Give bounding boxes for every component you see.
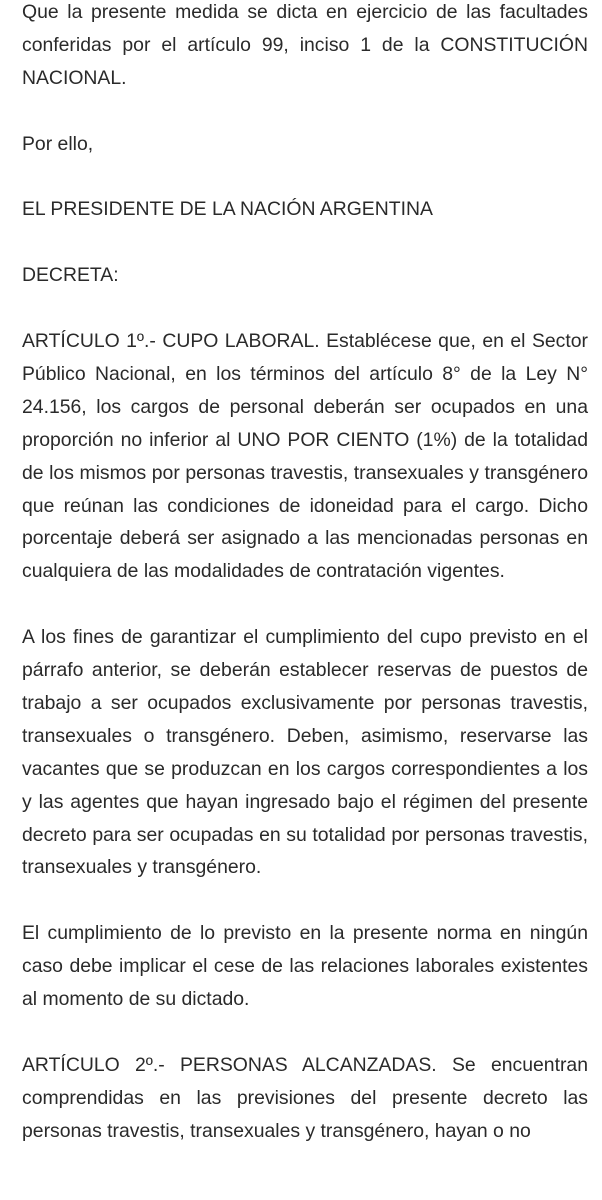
por-ello-paragraph: Por ello, — [22, 132, 94, 155]
article-1-compliance-paragraph: El cumplimiento de lo previsto en la presente norma en ningún caso debe implicar el cese de las relaciones laborales existentes al momento de su dictado. — [22, 922, 588, 1011]
decree-document — [22, 0, 588, 1181]
decreta-heading: DECRETA: — [22, 264, 119, 287]
considerando-paragraph: Que la presente medida se dicta en ejercicio de las facultades conferidas por el artículo 99, inciso 1 de la CONSTITUCIÓN NACIONAL. — [22, 1, 588, 89]
article-1-reservations-paragraph: A los fines de garantizar el cumplimiento del cupo previsto en el párrafo anterior, se deberán establecer reservas de puestos de trabajo a ser ocupados exclusivamente por personas travestis, transexuales o transgénero. Deben, asimismo, reservarse las vacantes que se produzcan en los cargos correspondientes a los y las agentes que hayan ingresado bajo el régimen del presente decreto para ser ocupadas en su totalidad por personas travestis, transexuales y transgénero. — [22, 626, 588, 879]
article-1-paragraph: ARTÍCULO 1º.- CUPO LABORAL. Establécese que, en el Sector Público Nacional, en los términos del artículo 8° de la Ley N° 24.156, los cargos de personal deberán ser ocupados en una proporción no inferior al UNO POR CIENTO (1%) de la totalidad de los mismos por personas travestis, transexuales y transgénero que reúnan las condiciones de idoneidad para el cargo. Dicho porcentaje deberá ser asignado a las mencionadas personas en cualquiera de las modalidades de contratación vigentes. — [22, 330, 588, 583]
issuer-heading: EL PRESIDENTE DE LA NACIÓN ARGENTINA — [22, 198, 433, 221]
article-2-paragraph: ARTÍCULO 2º.- PERSONAS ALCANZADAS. Se encuentran comprendidas en las previsiones del presente decreto las personas travestis, transexuales y transgénero, hayan o no — [22, 1053, 588, 1142]
